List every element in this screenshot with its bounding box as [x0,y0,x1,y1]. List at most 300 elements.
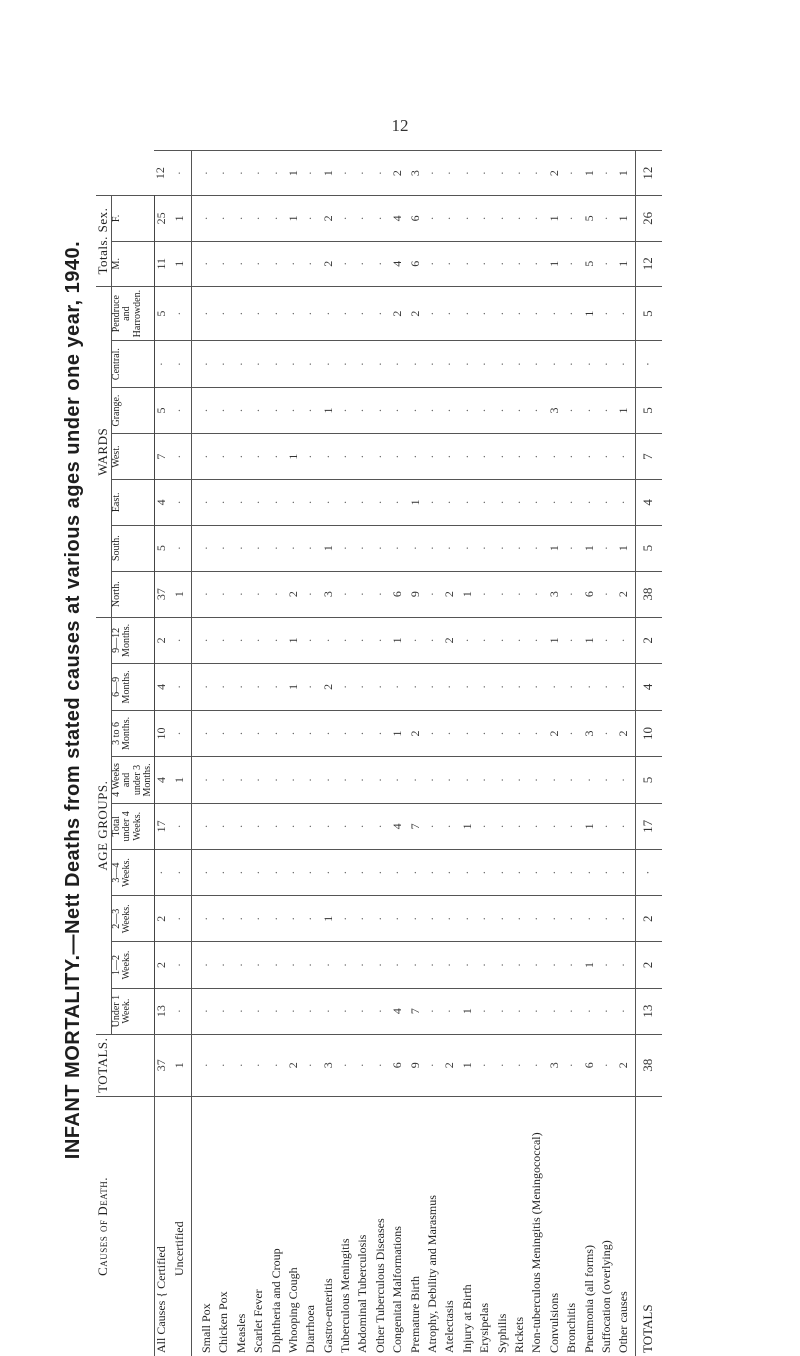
cause-label: Syphilis [496,1096,513,1356]
empty-cell: · [339,151,356,196]
page-number: 12 [0,116,800,136]
cause-row [391,151,408,1356]
empty-cell: · [339,710,356,757]
empty-cell: · [374,896,391,942]
value-cell: 2 [443,571,460,617]
empty-cell: · [339,849,356,895]
value-cell: 12 [635,151,662,196]
cause-row [530,151,547,1356]
value-cell: 10 [154,710,173,757]
empty-cell: · [200,942,217,988]
value-cell: 1 [322,896,339,942]
value-cell: 12 [635,241,662,286]
age-col-header: 3—4 Weeks. [111,849,154,895]
value-cell: 1 [461,571,478,617]
value-cell: 2 [322,196,339,241]
empty-cell: · [513,757,530,804]
value-cell: 5 [635,757,662,804]
empty-cell: · [409,849,426,895]
ward-col-header: Grange. [111,387,154,433]
empty-cell: · [173,286,192,340]
empty-cell: · [252,196,269,241]
empty-cell: · [530,849,547,895]
value-cell: 2 [154,617,173,664]
empty-cell: · [235,341,252,387]
ward-col-header: East. [111,480,154,526]
empty-cell: · [339,571,356,617]
empty-cell: · [478,988,495,1034]
empty-cell: · [600,710,617,757]
empty-cell: · [513,286,530,340]
cause-label: Diphtheria and Croup [270,1096,287,1356]
empty-cell: · [583,387,600,433]
empty-cell: · [513,988,530,1034]
value-cell: 2 [635,896,662,942]
empty-cell: · [339,241,356,286]
cause-row [548,151,565,1356]
cause-label: Bronchitis [565,1096,582,1356]
value-cell: 2 [443,1034,460,1096]
cause-row [583,151,600,1356]
empty-cell: · [252,988,269,1034]
empty-cell: · [270,341,287,387]
empty-cell: · [530,151,547,196]
empty-cell: · [496,480,513,526]
ward-col-header: North. [111,571,154,617]
empty-cell: · [339,387,356,433]
empty-cell: · [461,617,478,664]
value-cell: 37 [154,1034,173,1096]
empty-cell: · [304,387,321,433]
header-group-row [96,151,111,1356]
empty-cell: · [235,525,252,571]
empty-cell: · [443,849,460,895]
cause-row [600,151,617,1356]
empty-cell: · [478,757,495,804]
empty-cell: · [496,286,513,340]
empty-cell: · [496,525,513,571]
empty-cell: · [443,387,460,433]
value-cell: 6 [391,571,408,617]
empty-cell: · [426,196,443,241]
age-col-header: 3 to 6 Months. [111,710,154,757]
empty-cell: · [374,664,391,711]
empty-cell: · [270,525,287,571]
empty-cell: · [478,942,495,988]
value-cell: 2 [409,286,426,340]
empty-cell: · [443,525,460,571]
empty-cell: · [461,341,478,387]
empty-cell: · [374,196,391,241]
empty-cell: · [173,942,192,988]
empty-cell: · [339,341,356,387]
empty-cell: · [217,286,234,340]
cause-label: Atelectasis [443,1096,460,1356]
value-cell: 1 [287,617,304,664]
empty-cell: · [304,151,321,196]
cause-row [617,151,635,1356]
value-cell: 1 [548,617,565,664]
empty-cell: · [513,480,530,526]
empty-cell: · [513,1034,530,1096]
empty-cell: · [583,434,600,480]
empty-cell: · [356,151,373,196]
empty-cell: · [339,942,356,988]
empty-cell: · [173,710,192,757]
value-cell: 11 [154,241,173,286]
cause-row [496,151,513,1356]
empty-cell: · [356,387,373,433]
empty-cell: · [391,525,408,571]
empty-cell: · [426,710,443,757]
cause-row [200,151,217,1356]
empty-cell: · [173,151,192,196]
empty-cell: · [461,849,478,895]
empty-cell: · [200,341,217,387]
value-cell: 2 [322,664,339,711]
empty-cell: · [339,757,356,804]
empty-cell: · [496,341,513,387]
empty-cell: · [339,988,356,1034]
cause-row [217,151,234,1356]
cause-row [252,151,269,1356]
empty-cell: · [617,896,635,942]
value-cell: 7 [409,988,426,1034]
empty-cell: · [600,286,617,340]
cause-row [409,151,426,1356]
empty-cell: · [217,803,234,849]
value-cell: 1 [548,241,565,286]
empty-cell: · [513,525,530,571]
cause-label: Rickets [513,1096,530,1356]
empty-cell: · [426,849,443,895]
value-cell: 2 [409,710,426,757]
empty-cell: · [322,286,339,340]
cause-label: Other Tuberculous Diseases [374,1096,391,1356]
empty-cell: · [235,803,252,849]
empty-cell: · [461,757,478,804]
empty-cell: · [513,942,530,988]
empty-cell: · [478,196,495,241]
value-cell: 2 [635,617,662,664]
empty-cell: · [478,617,495,664]
empty-cell: · [322,942,339,988]
empty-cell: · [200,434,217,480]
empty-cell: · [600,664,617,711]
empty-cell: · [356,571,373,617]
empty-cell: · [235,942,252,988]
value-cell: 1 [461,988,478,1034]
value-cell: 2 [391,286,408,340]
value-cell: 1 [583,617,600,664]
value-cell: 2 [154,942,173,988]
age-col-header: 2—3 Weeks. [111,896,154,942]
empty-cell: · [600,196,617,241]
empty-cell: · [478,849,495,895]
cause-label: Injury at Birth [461,1096,478,1356]
empty-cell: · [426,664,443,711]
empty-cell: · [530,617,547,664]
cause-label: Convulsions [548,1096,565,1356]
totals-row [635,151,662,1356]
empty-cell: · [391,387,408,433]
empty-cell: · [478,151,495,196]
empty-cell: · [374,803,391,849]
empty-cell: · [426,480,443,526]
empty-cell: · [304,803,321,849]
empty-cell: · [304,196,321,241]
age-col-header: Total under 4 Weeks. [111,803,154,849]
empty-cell: · [600,151,617,196]
empty-cell: · [304,849,321,895]
empty-cell: · [200,1034,217,1096]
empty-cell: · [409,896,426,942]
value-cell: 7 [409,803,426,849]
empty-cell: · [304,757,321,804]
value-cell: 4 [635,664,662,711]
empty-cell: · [496,571,513,617]
empty-cell: · [339,286,356,340]
empty-cell: · [356,341,373,387]
empty-cell: · [287,286,304,340]
empty-cell: · [635,341,662,387]
empty-cell: · [426,387,443,433]
ward-col-header: Pendruce and Harrowden. [111,286,154,340]
empty-cell: · [426,942,443,988]
value-cell: 2 [617,571,635,617]
empty-cell: · [173,617,192,664]
value-cell: 1 [287,196,304,241]
value-cell: 1 [173,571,192,617]
empty-cell: · [270,988,287,1034]
empty-cell: · [374,387,391,433]
value-cell: 1 [409,480,426,526]
empty-cell: · [600,942,617,988]
empty-cell: · [356,757,373,804]
empty-cell: · [200,480,217,526]
value-cell: 5 [635,525,662,571]
empty-cell: · [513,241,530,286]
empty-cell: · [443,664,460,711]
value-cell: 3 [322,571,339,617]
value-cell: 1 [548,196,565,241]
empty-cell: · [270,710,287,757]
value-cell: 5 [583,241,600,286]
empty-cell: · [374,1034,391,1096]
empty-cell: · [356,196,373,241]
empty-cell: · [252,241,269,286]
ward-col-header: South. [111,525,154,571]
empty-cell: · [217,196,234,241]
empty-cell: · [200,241,217,286]
empty-cell: · [565,196,582,241]
empty-cell: · [252,1034,269,1096]
empty-cell: · [374,757,391,804]
empty-cell: · [287,241,304,286]
empty-cell: · [374,151,391,196]
empty-cell: · [252,710,269,757]
sex-col-header: F. [111,196,154,241]
age-groups-header: AGE GROUPS. [96,617,111,1034]
empty-cell: · [478,286,495,340]
empty-cell: · [565,387,582,433]
empty-cell: · [426,1034,443,1096]
empty-cell: · [374,942,391,988]
empty-cell: · [200,286,217,340]
empty-cell: · [443,757,460,804]
empty-cell: · [322,341,339,387]
value-cell: 3 [548,387,565,433]
empty-cell: · [426,988,443,1034]
empty-cell: · [548,803,565,849]
empty-cell: · [356,434,373,480]
empty-cell: · [154,849,173,895]
empty-cell: · [173,664,192,711]
value-cell: 7 [154,434,173,480]
empty-cell: · [235,286,252,340]
empty-cell: · [391,341,408,387]
value-cell: 1 [617,525,635,571]
cause-row [443,151,460,1356]
empty-cell: · [461,196,478,241]
empty-cell: · [339,196,356,241]
empty-cell: · [530,896,547,942]
empty-cell: · [252,617,269,664]
empty-cell: · [217,988,234,1034]
empty-cell: · [565,710,582,757]
value-cell: 13 [635,988,662,1034]
empty-cell: · [617,757,635,804]
empty-cell: · [217,241,234,286]
empty-cell: · [461,664,478,711]
empty-cell: · [252,849,269,895]
empty-cell: · [252,803,269,849]
empty-cell: · [304,664,321,711]
empty-cell: · [530,757,547,804]
empty-cell: · [530,387,547,433]
spacer-row [191,151,200,1356]
empty-cell: · [322,710,339,757]
empty-cell: · [496,617,513,664]
empty-cell: · [426,896,443,942]
empty-cell: · [322,480,339,526]
value-cell: 1 [617,151,635,196]
empty-cell: · [374,849,391,895]
empty-cell: · [200,710,217,757]
cause-row [322,151,339,1356]
empty-cell: · [322,617,339,664]
value-cell: 1 [173,757,192,804]
empty-cell: · [304,286,321,340]
cause-label: Erysipelas [478,1096,495,1356]
empty-cell: · [270,241,287,286]
value-cell: 1 [617,241,635,286]
empty-cell: · [513,849,530,895]
empty-cell: · [478,434,495,480]
empty-cell: · [496,710,513,757]
empty-cell: · [443,241,460,286]
empty-cell: · [548,341,565,387]
empty-cell: · [600,757,617,804]
value-cell: 3 [322,1034,339,1096]
empty-cell: · [600,803,617,849]
empty-cell: · [252,341,269,387]
empty-cell: · [304,942,321,988]
empty-cell: · [565,571,582,617]
empty-cell: · [173,849,192,895]
empty-cell: · [461,525,478,571]
empty-cell: · [478,341,495,387]
empty-cell: · [252,286,269,340]
empty-cell: · [217,710,234,757]
cause-label: Gastro-enteritis [322,1096,339,1356]
cause-row [565,151,582,1356]
empty-cell: · [356,849,373,895]
empty-cell: · [513,341,530,387]
empty-cell: · [583,664,600,711]
empty-cell: · [426,341,443,387]
empty-cell: · [200,664,217,711]
empty-cell: · [600,525,617,571]
empty-cell: · [496,988,513,1034]
empty-cell: · [270,664,287,711]
empty-cell: · [252,571,269,617]
certified-row [154,151,173,1356]
value-cell: 4 [154,664,173,711]
empty-cell: · [548,942,565,988]
empty-cell: · [200,525,217,571]
empty-cell: · [356,286,373,340]
empty-cell: · [583,341,600,387]
cause-row [339,151,356,1356]
empty-cell: · [530,286,547,340]
empty-cell: · [374,434,391,480]
empty-cell: · [391,480,408,526]
empty-cell: · [617,988,635,1034]
empty-cell: · [617,617,635,664]
cause-label: Small Pox [200,1096,217,1356]
empty-cell: · [270,480,287,526]
empty-cell: · [565,896,582,942]
value-cell: 1 [287,664,304,711]
empty-cell: · [565,151,582,196]
value-cell: 1 [287,151,304,196]
empty-cell: · [513,387,530,433]
empty-cell: · [583,896,600,942]
empty-cell: · [409,664,426,711]
empty-cell: · [252,151,269,196]
empty-cell: · [235,434,252,480]
empty-cell: · [600,387,617,433]
empty-cell: · [270,617,287,664]
empty-cell: · [426,617,443,664]
empty-cell: · [635,849,662,895]
empty-cell: · [513,571,530,617]
value-cell: 1 [617,196,635,241]
empty-cell: · [496,241,513,286]
value-cell: 38 [635,1034,662,1096]
empty-cell: · [235,988,252,1034]
empty-cell: · [565,241,582,286]
empty-cell: · [270,849,287,895]
value-cell: 1 [391,617,408,664]
empty-cell: · [565,286,582,340]
empty-cell: · [548,434,565,480]
empty-cell: · [617,664,635,711]
totals-column-header: TOTALS. [96,1034,154,1096]
value-cell: 7 [635,434,662,480]
empty-cell: · [339,1034,356,1096]
